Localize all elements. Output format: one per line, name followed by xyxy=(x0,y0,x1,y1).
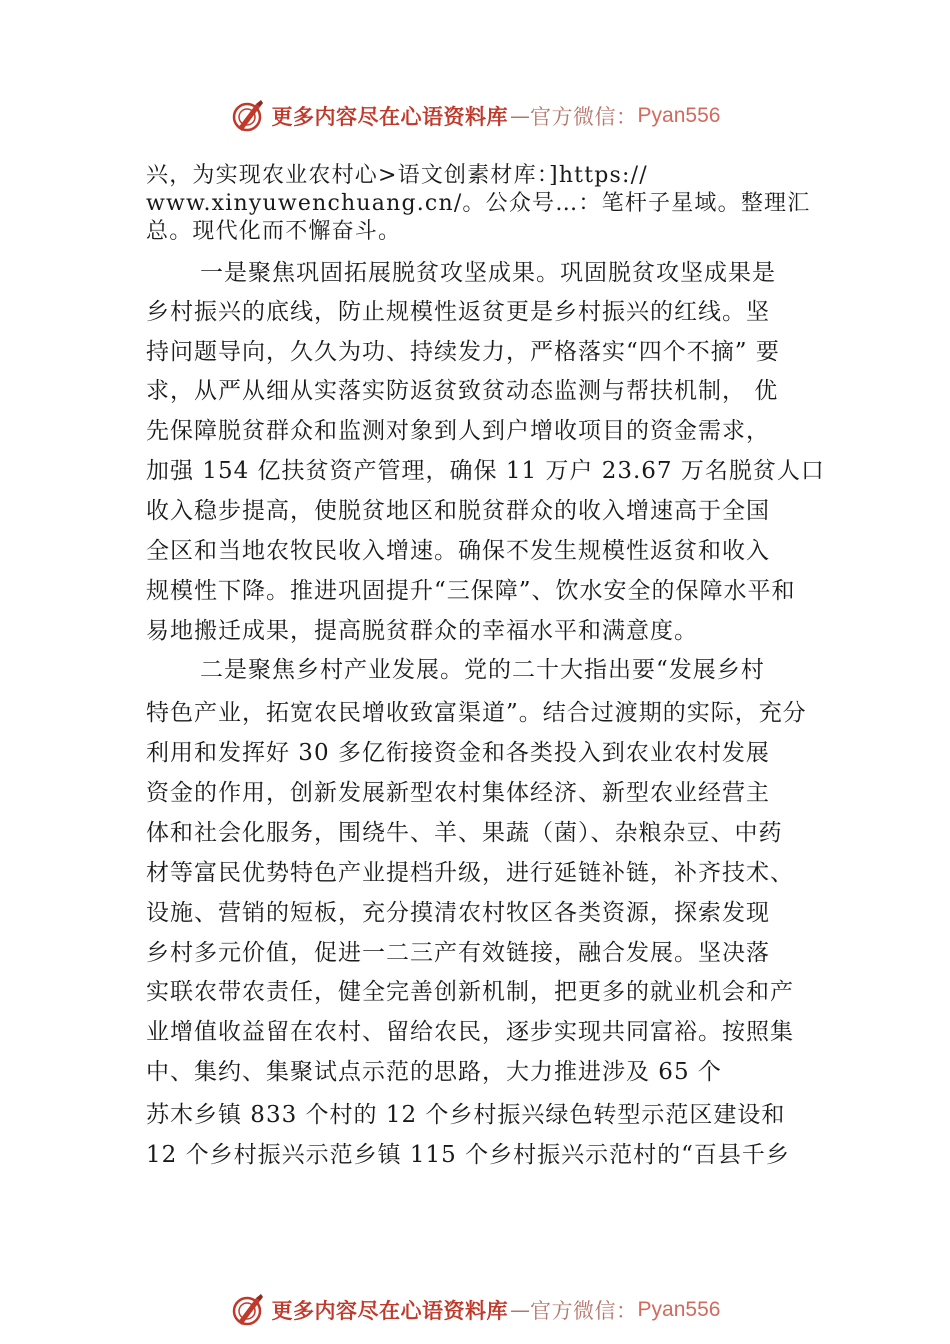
banner-wechat-label: 官方微信： xyxy=(530,105,638,129)
paragraph-2-line: 资金的作用，创新发展新型农村集体经济、新型农业经营主 xyxy=(146,780,770,806)
paragraph-2-line: 材等富民优势特色产业提档升级，进行延链补链，补齐技术、 xyxy=(146,860,794,886)
paragraph-1-line: 一是聚焦巩固拓展脱贫攻坚成果。巩固脱贫攻坚成果是 xyxy=(200,260,776,286)
paragraph-2-line: 苏木乡镇 833 个村的 12 个乡村振兴绿色转型示范区建设和 xyxy=(146,1102,786,1128)
pen-logo-icon xyxy=(230,98,266,134)
intro-line: 总。现代化而不懈奋斗。 xyxy=(146,219,402,244)
paragraph-1-line: 易地搬迁成果，提高脱贫群众的幸福水平和满意度。 xyxy=(146,618,698,644)
banner-wechat-id: Pyan556 xyxy=(637,1298,721,1321)
paragraph-1-line: 求，从严从细从实落实防返贫致贫动态监测与帮扶机制， 优 xyxy=(146,378,779,404)
banner-title: 更多内容尽在心语资料库 xyxy=(271,104,509,129)
banner-title: 更多内容尽在心语资料库 xyxy=(271,1298,509,1323)
paragraph-2-line: 设施、营销的短板，充分摸清农村牧区各类资源，探索发现 xyxy=(146,900,770,926)
paragraph-2-line: 利用和发挥好 30 多亿衔接资金和各类投入到农业农村发展 xyxy=(146,740,770,766)
banner-dash: — xyxy=(510,104,531,128)
intro-line: www.xinyuwenchuang.cn/。公众号…：笔杆子星域。整理汇 xyxy=(146,191,811,216)
banner-dash: — xyxy=(510,1298,531,1322)
footer-banner xyxy=(0,1290,950,1330)
paragraph-1-line: 全区和当地农牧民收入增速。确保不发生规模性返贫和收入 xyxy=(146,538,770,564)
paragraph-2-line: 特色产业，拓宽农民增收致富渠道”。结合过渡期的实际，充分 xyxy=(146,700,807,726)
paragraph-1-line: 乡村振兴的底线，防止规模性返贫更是乡村振兴的红线。坚 xyxy=(146,299,770,325)
paragraph-1-line: 持问题导向，久久为功、持续发力，严格落实“四个不摘” 要 xyxy=(146,339,780,365)
banner-wechat-id: Pyan556 xyxy=(637,104,721,127)
paragraph-1-line: 加强 154 亿扶贫资产管理，确保 11 万户 23.67 万名脱贫人口 xyxy=(146,458,825,484)
header-banner xyxy=(0,96,950,136)
paragraph-2-line: 实联农带农责任，健全完善创新机制，把更多的就业机会和产 xyxy=(146,979,794,1005)
paragraph-2-line: 乡村多元价值，促进一二三产有效链接，融合发展。坚决落 xyxy=(146,940,770,966)
paragraph-2-line: 体和社会化服务，围绕牛、羊、果蔬（菌）、杂粮杂豆、中药 xyxy=(146,820,783,846)
intro-line: 兴，为实现农业农村心>语文创素材库：]https:// xyxy=(146,163,648,188)
paragraph-2-line: 业增值收益留在农村、留给农民，逐步实现共同富裕。按照集 xyxy=(146,1019,794,1045)
paragraph-2-line: 中、集约、集聚试点示范的思路，大力推进涉及 65 个 xyxy=(146,1059,722,1085)
paragraph-1-line: 先保障脱贫群众和监测对象到人到户增收项目的资金需求， xyxy=(146,418,770,444)
pen-logo-icon xyxy=(230,1292,266,1328)
paragraph-2-line: 12 个乡村振兴示范乡镇 115 个乡村振兴示范村的“百县千乡 xyxy=(146,1142,790,1168)
paragraph-1-line: 收入稳步提高，使脱贫地区和脱贫群众的收入增速高于全国 xyxy=(146,498,770,524)
banner-wechat-label: 官方微信： xyxy=(530,1299,638,1323)
paragraph-2-line: 二是聚焦乡村产业发展。党的二十大指出要“发展乡村 xyxy=(200,657,765,683)
paragraph-1-line: 规模性下降。推进巩固提升“三保障”、饮水安全的保障水平和 xyxy=(146,578,796,604)
